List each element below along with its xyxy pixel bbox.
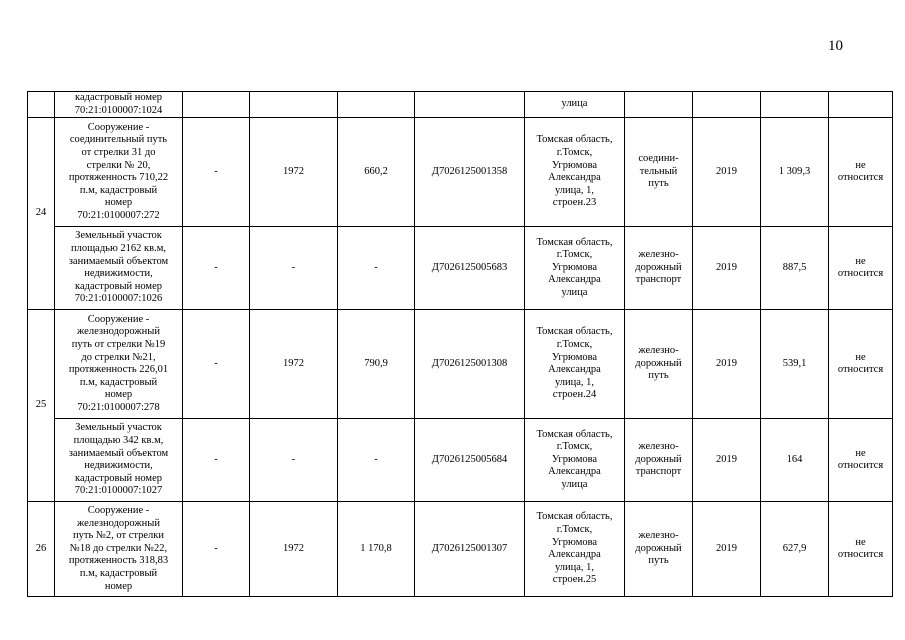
- object-value: 790,9: [338, 310, 415, 419]
- description-line: протяженность 710,22: [68, 172, 169, 184]
- cell-empty: [829, 92, 893, 118]
- purpose-line: железно-: [638, 345, 679, 357]
- purpose-line: дорожный: [635, 357, 682, 369]
- description-line: Сооружение -: [87, 505, 150, 517]
- object-purpose: [625, 118, 693, 227]
- row-index: 25: [28, 310, 55, 502]
- description-line: Сооружение -: [87, 121, 150, 133]
- address-line: Томская область,: [536, 326, 613, 338]
- object-purpose: [625, 310, 693, 419]
- address-line: Александра: [548, 364, 601, 376]
- description-line: кадастровый номер: [75, 92, 162, 103]
- cell-dash: -: [183, 227, 250, 310]
- address-line: г.Томск,: [556, 147, 593, 158]
- build-year: 1972: [250, 310, 338, 419]
- table-row: [28, 118, 893, 227]
- description-line: п.м, кадастровый: [79, 376, 158, 388]
- purpose-line: путь: [648, 555, 669, 567]
- address-line: улица: [561, 479, 588, 491]
- address-line: Томская область,: [536, 511, 613, 523]
- cell-dash: -: [183, 118, 250, 227]
- cell-empty: [625, 92, 693, 118]
- cell-empty: [693, 92, 761, 118]
- assessment-year: 2019: [693, 419, 761, 502]
- description-line: занимаемый объектом: [68, 255, 169, 267]
- table-row: [28, 92, 893, 118]
- description-line: Сооружение -: [87, 313, 150, 325]
- description-line: 70:21:0100007:1027: [74, 485, 163, 497]
- purpose-line: тельный: [639, 165, 678, 177]
- assessment-year: 2019: [693, 118, 761, 227]
- relation-line: не: [855, 447, 866, 459]
- row-index: [28, 92, 55, 118]
- object-cost: 627,9: [761, 502, 829, 597]
- description-line: железнодорожный: [77, 517, 160, 529]
- assessment-year: 2019: [693, 227, 761, 310]
- purpose-line: железно-: [638, 249, 679, 261]
- cell-dash: -: [183, 419, 250, 502]
- address-line: Александра: [548, 172, 601, 184]
- object-address: [525, 92, 625, 118]
- table-row: [28, 227, 893, 310]
- relation-line: не: [855, 255, 866, 267]
- cell-empty: [338, 92, 415, 118]
- object-address: [525, 227, 625, 310]
- description-line: 70:21:0100007:272: [77, 209, 160, 221]
- address-line: Томская область,: [536, 134, 613, 146]
- address-line: Угрюмова: [551, 351, 598, 363]
- description-line: путь от стрелки №19: [71, 339, 166, 350]
- page-number: 10: [828, 38, 843, 54]
- object-description: [55, 419, 183, 502]
- relation-status: [829, 310, 893, 419]
- object-cost: 1 309,3: [761, 118, 829, 227]
- relation-line: относится: [837, 549, 884, 561]
- object-description: [55, 310, 183, 419]
- build-year: -: [250, 227, 338, 310]
- relation-line: относится: [837, 172, 884, 184]
- relation-line: относится: [837, 460, 884, 472]
- object-purpose: [625, 502, 693, 597]
- cell-empty: [183, 92, 250, 118]
- cell-dash: -: [183, 502, 250, 597]
- address-line: улица: [561, 287, 588, 299]
- cell-empty: [761, 92, 829, 118]
- description-line: Земельный участок: [75, 230, 162, 242]
- address-line: Угрюмова: [551, 261, 598, 273]
- purpose-line: соедини-: [638, 153, 679, 165]
- relation-status: [829, 419, 893, 502]
- cell-empty: [250, 92, 338, 118]
- registry-code: Д7026125001307: [415, 502, 525, 597]
- object-address: [525, 310, 625, 419]
- address-line: Александра: [548, 466, 601, 478]
- address-line: Александра: [548, 274, 601, 286]
- purpose-line: транспорт: [635, 466, 682, 478]
- object-address: [525, 419, 625, 502]
- object-cost: 164: [761, 419, 829, 502]
- description-line: занимаемый объектом: [68, 447, 169, 459]
- object-purpose: [625, 227, 693, 310]
- table-row: [28, 310, 893, 419]
- object-value: -: [338, 419, 415, 502]
- relation-status: [829, 227, 893, 310]
- description-line: от стрелки 31 до: [81, 147, 156, 158]
- relation-line: относится: [837, 364, 884, 376]
- description-line: железнодорожный: [77, 326, 160, 338]
- registry-code: Д7026125005683: [415, 227, 525, 310]
- object-description: [55, 118, 183, 227]
- address-line: Александра: [548, 549, 601, 561]
- object-description: [55, 502, 183, 597]
- registry-code: Д7026125001358: [415, 118, 525, 227]
- address-line: г.Томск,: [556, 339, 593, 350]
- description-line: п.м, кадастровый: [79, 184, 158, 196]
- object-value: -: [338, 227, 415, 310]
- address-line: Томская область,: [536, 236, 613, 248]
- purpose-line: дорожный: [635, 453, 682, 465]
- purpose-line: транспорт: [635, 274, 682, 286]
- description-line: до стрелки №21,: [81, 351, 156, 363]
- description-line: путь №2, от стрелки: [73, 530, 164, 542]
- description-line: недвижимости,: [84, 268, 153, 280]
- registry-code: Д7026125001308: [415, 310, 525, 419]
- cell-dash: -: [183, 310, 250, 419]
- address-line: г.Томск,: [556, 524, 593, 535]
- address-line: г.Томск,: [556, 249, 593, 261]
- description-line: протяженность 226,01: [68, 364, 169, 376]
- build-year: 1972: [250, 502, 338, 597]
- build-year: -: [250, 419, 338, 502]
- address-line: Угрюмова: [551, 453, 598, 465]
- relation-line: не: [855, 351, 866, 363]
- address-line: строен.23: [552, 197, 597, 209]
- description-line: номер: [104, 197, 133, 209]
- relation-line: не: [855, 536, 866, 548]
- description-line: площадью 2162 кв.м,: [70, 243, 167, 254]
- description-line: 70:21:0100007:1024: [74, 104, 163, 116]
- address-line: строен.24: [552, 389, 597, 401]
- address-line: Томская область,: [536, 428, 613, 440]
- address-line: улица: [561, 98, 588, 110]
- purpose-line: путь: [648, 370, 669, 382]
- purpose-line: путь: [648, 178, 669, 190]
- table-row: [28, 419, 893, 502]
- assessment-year: 2019: [693, 502, 761, 597]
- object-purpose: [625, 419, 693, 502]
- object-cost: 539,1: [761, 310, 829, 419]
- description-line: 70:21:0100007:278: [77, 401, 160, 413]
- description-line: №18 до стрелки №22,: [69, 542, 168, 554]
- address-line: улица, 1,: [554, 561, 595, 573]
- row-index: 24: [28, 118, 55, 310]
- purpose-line: железно-: [638, 530, 679, 542]
- description-line: кадастровый номер: [75, 280, 162, 292]
- relation-line: относится: [837, 268, 884, 280]
- description-line: недвижимости,: [84, 460, 153, 472]
- description-line: площадью 342 кв.м,: [73, 435, 164, 446]
- address-line: г.Томск,: [556, 441, 593, 453]
- purpose-line: дорожный: [635, 542, 682, 554]
- address-line: улица, 1,: [554, 184, 595, 196]
- description-line: Земельный участок: [75, 422, 162, 434]
- registry-code: Д7026125005684: [415, 419, 525, 502]
- build-year: 1972: [250, 118, 338, 227]
- object-cost: 887,5: [761, 227, 829, 310]
- description-line: соединительный путь: [69, 134, 168, 146]
- description-line: п.м, кадастровый: [79, 568, 158, 580]
- description-line: протяженность 318,83: [68, 555, 169, 567]
- description-line: стрелки № 20,: [86, 159, 151, 171]
- purpose-line: дорожный: [635, 261, 682, 273]
- object-value: 660,2: [338, 118, 415, 227]
- property-registry-table: [27, 91, 893, 597]
- address-line: Угрюмова: [551, 536, 598, 548]
- purpose-line: железно-: [638, 441, 679, 453]
- cell-empty: [415, 92, 525, 118]
- object-address: [525, 118, 625, 227]
- relation-status: [829, 118, 893, 227]
- address-line: строен.25: [552, 574, 597, 586]
- relation-line: не: [855, 159, 866, 171]
- object-address: [525, 502, 625, 597]
- description-line: кадастровый номер: [75, 472, 162, 484]
- assessment-year: 2019: [693, 310, 761, 419]
- description-line: номер: [104, 389, 133, 401]
- relation-status: [829, 502, 893, 597]
- description-line: номер: [104, 580, 133, 592]
- description-line: 70:21:0100007:1026: [74, 293, 163, 305]
- table-row: [28, 502, 893, 597]
- row-index: 26: [28, 502, 55, 597]
- address-line: Угрюмова: [551, 159, 598, 171]
- object-description: [55, 227, 183, 310]
- object-description: [55, 92, 183, 118]
- address-line: улица, 1,: [554, 376, 595, 388]
- object-value: 1 170,8: [338, 502, 415, 597]
